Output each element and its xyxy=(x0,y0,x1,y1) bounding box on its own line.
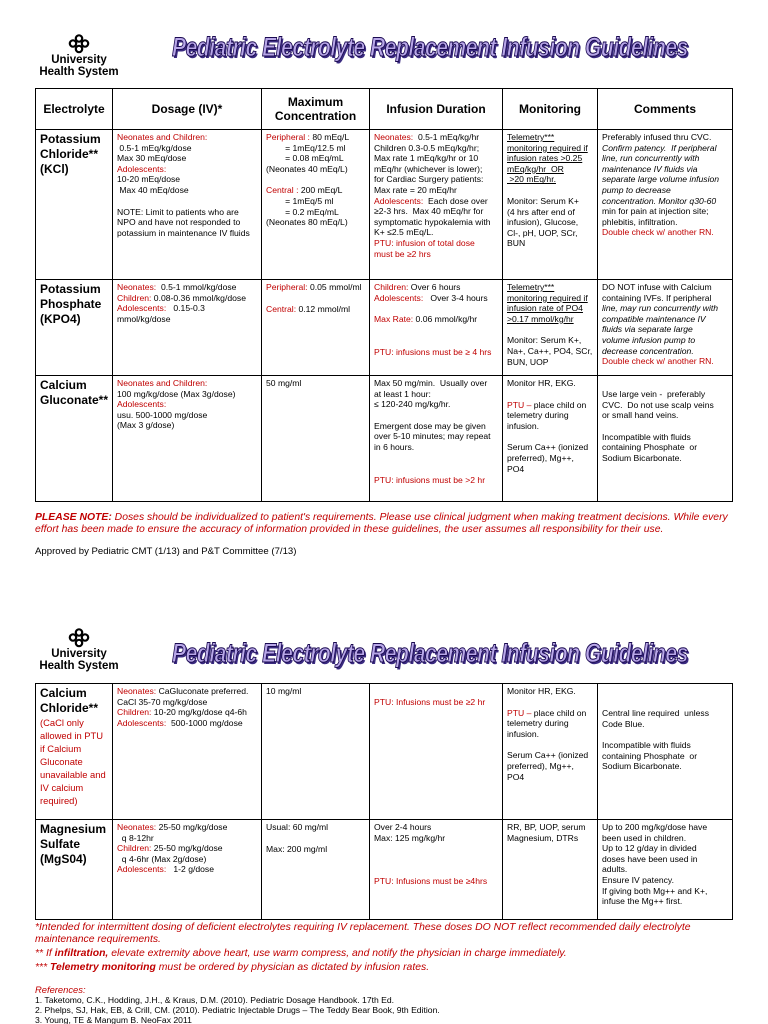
cell-line: usu. 500-1000 mg/dose xyxy=(117,409,208,420)
cell-line: Neonates and Children: xyxy=(117,132,208,142)
text-line: 1. Taketomo, C.K., Hodding, J.H., & Kraus, D.M. (2010). Pediatric Dosage Handbook. 17th Ed. xyxy=(35,995,395,1005)
col-header-comments: Comments xyxy=(598,89,733,130)
cell-line-value: 0.5-1 mmol/kg/dose xyxy=(156,282,237,292)
electrolyte-name: Calcium xyxy=(40,378,87,392)
cell-line: Preferably infused thru CVC. xyxy=(602,132,712,142)
cell-line-label: Neonates: xyxy=(117,282,157,292)
cell-line: (Max 3 g/dose) xyxy=(117,420,175,431)
dosage-cell xyxy=(113,280,262,376)
table-row-calcium-gluconate xyxy=(36,376,733,502)
cell-line-value: 0.06 mmol/kg/hr xyxy=(413,314,478,325)
cell-line: Incompatible with fluids xyxy=(602,740,691,751)
cell-line xyxy=(602,686,728,697)
cell-line: ≤ 120-240 mg/kg/hr. xyxy=(374,399,451,410)
monitoring-cell xyxy=(503,280,598,376)
cell-line: Central line required unless xyxy=(602,708,710,718)
cell-line: Serum Ca++ (ionized xyxy=(507,442,589,453)
cell-line xyxy=(507,431,593,442)
page-title: Pediatric Electrolyte Replacement Infusion Guidelines xyxy=(172,638,688,668)
cell-line: K+ ≤2.5 mEq/L. xyxy=(374,227,434,238)
electrolyte-formula: (KPO4) xyxy=(40,312,81,326)
university-health-system-logo-icon xyxy=(68,34,90,54)
cell-line xyxy=(507,739,593,750)
cell-line: 10-20 mEq/dose xyxy=(117,174,181,185)
cell-line: = 0.08 mEq/mL xyxy=(266,153,344,164)
cell-line: infusion. xyxy=(507,728,540,739)
org-name: University Health System xyxy=(39,648,119,672)
monitoring-cell xyxy=(503,820,598,920)
cell-line-value: 1-2 g/dose xyxy=(166,864,214,875)
cell-line: = 1mEq/12.5 ml xyxy=(266,142,346,153)
cell-line: Confirm patency. If peripheral xyxy=(602,142,717,153)
cell-line: at least 1 hour: xyxy=(374,388,431,399)
please-note-text: Doses should be individualized to patient's requirements. Please use clinical judgment when making treatment decisions. While every effort has been made to ensure the accuracy of information provided in these guidelines, the user assumes all responsibility for their use. xyxy=(35,512,728,535)
text-line: IV calcium xyxy=(40,782,84,793)
cell-line: concentration. Monitor q30-60 xyxy=(602,195,717,206)
col-header-electrolyte: Electrolyte xyxy=(36,89,113,130)
table-row-kcl xyxy=(36,130,733,280)
electrolyte-formula: (MgS04) xyxy=(40,852,87,866)
cell-line xyxy=(507,324,593,335)
cell-line: compatible maintenance IV xyxy=(602,313,706,324)
cell-line-value: Each dose over xyxy=(423,195,488,206)
cell-line: Adolescents: xyxy=(117,399,167,410)
cell-line-label: Adolescents: xyxy=(117,303,167,314)
cell-line: 10 mg/ml xyxy=(266,686,302,696)
cell-line: PTU: Infusions must be ≥4hrs xyxy=(374,876,488,887)
comments-cell xyxy=(598,376,733,502)
cell-line: Sodium Bicarbonate. xyxy=(602,452,682,463)
comments-cell xyxy=(598,280,733,376)
concentration-cell xyxy=(262,280,370,376)
cell-line-value: 0.08-0.36 mmol/kg/dose xyxy=(151,292,246,303)
electrolyte-name: Potassium xyxy=(40,132,101,146)
footnote-emphasis: infiltration, xyxy=(54,948,109,959)
comments-cell xyxy=(598,130,733,280)
cell-line: mEq/kg/hr OR xyxy=(507,163,564,174)
table-row-kpo4 xyxy=(36,280,733,376)
cell-line: Max 50 mg/min. Usually over xyxy=(374,378,488,388)
cell-line: >0.17 mmol/kg/hr xyxy=(507,313,574,324)
text-line: Gluconate xyxy=(40,756,83,767)
cell-line: PTU: Infusions must be ≥2 hr xyxy=(374,697,486,707)
cell-line: NOTE: Limit to patients who are xyxy=(117,206,239,217)
cell-line-value: 80 mEq/L xyxy=(309,132,350,142)
cell-line xyxy=(374,464,498,475)
cell-line: Up to 200 mg/kg/dose have xyxy=(602,822,708,832)
cell-line: Up to 12 g/day in divided xyxy=(602,843,697,854)
cell-line xyxy=(374,293,498,304)
electrolyte-name: Potassium xyxy=(40,282,101,296)
cell-line xyxy=(507,185,593,196)
cell-line-label: Adolescents: xyxy=(117,717,167,728)
cell-line xyxy=(117,864,257,875)
footnote-intended: *Intended for intermittent dosing of deficient electrolytes requiring IV replacement. These doses DO NOT reflect recommended daily electrolyte maintenance requirements. xyxy=(35,922,691,945)
duration-cell xyxy=(370,820,503,920)
electrolyte-name: Phosphate xyxy=(40,297,102,311)
cell-line: decrease concentration. xyxy=(602,345,694,356)
cell-line-value: Over 3-4 hours xyxy=(423,292,488,303)
monitoring-cell xyxy=(503,130,598,280)
page-title: Pediatric Electrolyte Replacement Infusion Guidelines xyxy=(172,32,688,62)
cell-line: PO4 xyxy=(507,463,525,474)
cell-line: 100 mg/kg/dose (Max 3g/dose) xyxy=(117,388,236,399)
cell-line: Magnesium, DTRs xyxy=(507,832,579,843)
references-list xyxy=(35,995,735,1024)
cell-line-label: Children: xyxy=(117,843,152,854)
cell-line: q 8-12hr xyxy=(117,832,154,843)
cell-line: infusion rates >0.25 xyxy=(507,153,583,164)
cell-line xyxy=(117,718,257,729)
cell-line xyxy=(266,282,365,293)
cell-line-value: 25-50 mg/kg/dose xyxy=(151,843,223,854)
cell-line: line, may run concurrently with xyxy=(602,303,719,314)
monitoring-cell xyxy=(503,684,598,820)
cell-line xyxy=(374,325,498,336)
text-line: required) xyxy=(40,795,78,806)
cell-line: fluids via separate large xyxy=(602,324,693,335)
footnote-text: *** xyxy=(35,962,51,973)
cell-line xyxy=(374,453,498,464)
cell-line-value: Over 6 hours xyxy=(408,282,461,292)
cell-line: RR, BP, UOP, serum xyxy=(507,822,586,832)
cell-line: phlebitis, infiltration. xyxy=(602,216,678,227)
org-name: University Health System xyxy=(39,54,119,78)
cell-line xyxy=(374,196,498,207)
dosage-cell xyxy=(113,684,262,820)
cell-line: Over 2-4 hours xyxy=(374,822,432,832)
cell-line: doses have been used in xyxy=(602,853,698,864)
cell-line: Use large vein - preferably xyxy=(602,389,706,399)
monitoring-cell xyxy=(503,376,598,502)
org-logo xyxy=(34,628,124,672)
cell-line-label: Adolescents: xyxy=(117,864,167,875)
dosage-cell xyxy=(113,376,262,502)
cell-line-label: Central : xyxy=(266,185,299,196)
cell-line: symptomatic hypokalemia with xyxy=(374,216,491,227)
cell-line: Children 0.3-0.5 mEq/kg/hr; xyxy=(374,142,480,153)
cell-line: volume infusion pump to xyxy=(602,334,696,345)
text-line: unavailable and xyxy=(40,769,106,780)
concentration-cell xyxy=(262,684,370,820)
electrolyte-name: Gluconate** xyxy=(40,393,109,407)
cell-line xyxy=(507,400,593,411)
cell-line: min for pain at injection site; xyxy=(602,206,709,217)
cell-line: adults. xyxy=(602,864,628,875)
cell-line xyxy=(507,389,593,400)
cell-line: preferred), Mg++, xyxy=(507,760,574,771)
cell-line xyxy=(117,707,257,718)
cell-line xyxy=(266,185,365,196)
cell-line: 0.5-1 mEq/kg/dose xyxy=(117,142,192,153)
cell-line: PTU: infusion of total dose xyxy=(374,237,475,248)
cell-line-label: Adolescents: xyxy=(374,195,424,206)
text-line: 2. Phelps, SJ, Hak, EB, & Crill, CM. (2010). Pediatric Injectable Drugs – The Teddy Bear Book, 9th Edition. xyxy=(35,1005,440,1015)
electrolyte-cell xyxy=(36,684,113,820)
cell-line: Neonates and Children: xyxy=(117,378,208,388)
cell-line: separate large volume infusion xyxy=(602,174,720,185)
footnote-emphasis: Telemetry monitoring xyxy=(50,962,156,973)
cell-line: Telemetry*** xyxy=(507,132,555,142)
cell-line-value: CaGluconate preferred. xyxy=(156,686,249,696)
electrolyte-cell xyxy=(36,376,113,502)
cell-line xyxy=(602,697,728,708)
cell-line: = 0.2 mEq/mL xyxy=(266,206,339,217)
cell-line-label: Peripheral: xyxy=(266,282,308,292)
cell-line xyxy=(117,686,257,697)
cell-line: 50 mg/ml xyxy=(266,378,302,388)
table-header-row xyxy=(36,89,733,130)
cell-line xyxy=(374,410,498,421)
col-header-dosage: Dosage (IV)* xyxy=(113,89,262,130)
cell-line: monitoring required if xyxy=(507,142,588,153)
cell-line: q 4-6hr (Max 2g/dose) xyxy=(117,853,207,864)
footnote-text: must be ordered by physician as dictated by infusion rates. xyxy=(155,962,430,973)
cell-line: (Neonates 40 mEq/L) xyxy=(266,163,348,174)
cell-line xyxy=(117,293,257,304)
cell-line-label: Children: xyxy=(374,282,409,292)
cell-line-label: Peripheral : xyxy=(266,132,310,142)
col-header-monitoring: Monitoring xyxy=(503,89,598,130)
footnote-text: ** If xyxy=(35,948,55,959)
electrolyte-name: Calcium xyxy=(40,686,87,700)
comments-cell xyxy=(598,820,733,920)
cell-line xyxy=(117,303,257,314)
cell-line-label: Neonates: xyxy=(117,686,157,696)
cell-line-label: Central: xyxy=(266,303,297,314)
cell-line: Usual: 60 mg/ml xyxy=(266,822,329,832)
cell-line: Telemetry*** xyxy=(507,282,555,292)
table-row-magnesium-sulfate xyxy=(36,820,733,920)
cell-line: maintenance IV fluids via xyxy=(602,163,698,174)
cell-line: Max: 200 mg/ml xyxy=(266,843,328,854)
cell-line xyxy=(374,132,498,143)
cell-line: (4 hrs after end of xyxy=(507,206,575,217)
concentration-cell xyxy=(262,820,370,920)
cell-line xyxy=(374,843,498,854)
cell-line: infusion rate of PO4 xyxy=(507,303,583,314)
duration-cell xyxy=(370,280,503,376)
cell-line: mmol/kg/dose xyxy=(117,313,171,324)
guidelines-table-page1 xyxy=(35,88,733,502)
cell-line: must be ≥2 hrs xyxy=(374,248,431,259)
cell-line xyxy=(374,854,498,865)
cell-line: If giving both Mg++ and K+, xyxy=(602,885,708,896)
cell-line xyxy=(117,196,257,207)
cell-line: Max rate = 20 mEq/hr xyxy=(374,184,457,195)
cell-line-value: 0.12 mmol/ml xyxy=(296,303,351,314)
comments-cell xyxy=(598,684,733,820)
cell-line: been used in children. xyxy=(602,832,687,843)
cell-line-label: PTU – xyxy=(507,399,532,410)
cell-line: Emergent dose may be given xyxy=(374,420,486,431)
cell-line: containing Phosphate or xyxy=(602,750,698,761)
cell-line xyxy=(374,282,498,293)
duration-cell xyxy=(370,130,503,280)
cell-line: Monitor HR, EKG. xyxy=(507,378,576,388)
cell-line-label: Max Rate: xyxy=(374,314,414,325)
cell-line-value: 0.05 mmol/ml xyxy=(307,282,362,292)
cell-line: NPO and have not responded to xyxy=(117,217,241,228)
cell-line-label: Children: xyxy=(117,707,152,718)
cell-line-value: place child on xyxy=(531,707,587,718)
cell-line: Ensure IV patency. xyxy=(602,874,674,885)
cell-line-value: 500-1000 mg/dose xyxy=(166,717,243,728)
cell-line xyxy=(374,336,498,347)
cell-line: PTU: infusions must be ≥ 4 hrs xyxy=(374,346,492,357)
cell-line: telemetry during xyxy=(507,410,569,421)
cell-line: Cl-, pH, UOP, SCr, xyxy=(507,227,578,238)
cell-line: for Cardiac Surgery patients: xyxy=(374,174,484,185)
cell-line-label: Children: xyxy=(117,292,152,303)
text-line: allowed in PTU xyxy=(40,730,104,741)
references-title: References: xyxy=(35,984,86,995)
cell-line: >20 mEq/hr. xyxy=(507,174,556,185)
cell-line xyxy=(374,314,498,325)
cell-line xyxy=(266,293,365,304)
cell-line: PO4 xyxy=(507,771,525,782)
cell-line: preferred), Mg++, xyxy=(507,452,574,463)
electrolyte-cell xyxy=(36,130,113,280)
cell-line xyxy=(266,304,365,315)
electrolyte-name: Magnesium xyxy=(40,822,107,836)
cell-line: Max: 125 mg/kg/hr xyxy=(374,832,446,843)
footnote-text: elevate extremity above heart, use warm compress, and notify the physician in charge immediately. xyxy=(108,948,567,959)
footnote-infiltration xyxy=(35,948,735,960)
cell-line: infusion), Glucose, xyxy=(507,217,579,228)
concentration-cell xyxy=(262,130,370,280)
electrolyte-cell xyxy=(36,820,113,920)
electrolyte-name: Chloride** xyxy=(40,147,99,161)
dosage-cell xyxy=(113,820,262,920)
cell-line: Incompatible with fluids xyxy=(602,431,691,442)
cell-line: Max 40 mEq/dose xyxy=(117,184,189,195)
university-health-system-logo-icon xyxy=(68,628,90,648)
cell-line-label: Neonates: xyxy=(117,822,157,832)
cell-line xyxy=(507,697,593,708)
cell-line: PTU: infusions must be >2 hr xyxy=(374,474,486,485)
cell-line: DO NOT infuse with Calcium xyxy=(602,282,712,292)
cell-line: infuse the Mg++ first. xyxy=(602,896,683,907)
text-line: (CaCl only xyxy=(40,717,84,728)
cell-line xyxy=(117,843,257,854)
cell-line: infusion. xyxy=(507,420,540,431)
text-line: if Calcium xyxy=(40,743,82,754)
cell-line: (Neonates 80 mEq/L) xyxy=(266,217,348,228)
cell-line-value: 10-20 mg/kg/dose q4-6h xyxy=(151,707,247,718)
cell-line: CVC. Do not use scalp veins xyxy=(602,399,714,410)
cell-line: ≥2-3 hrs. Max 40 mEq/hr for xyxy=(374,206,484,217)
cell-line-value: 200 mEq/L xyxy=(298,185,343,196)
cell-line xyxy=(602,729,728,740)
cell-line-value: 0.5-1 mEq/kg/hr xyxy=(413,132,480,142)
cell-line: Double check w/ another RN. xyxy=(602,356,714,367)
cell-line: Monitor HR, EKG. xyxy=(507,686,576,696)
cell-line: or small hand veins. xyxy=(602,410,679,421)
cell-line: line, run concurrently with xyxy=(602,153,700,164)
cell-line: Serum Ca++ (ionized xyxy=(507,750,589,761)
cell-line: telemetry during xyxy=(507,718,569,729)
cell-line: pump to decrease xyxy=(602,184,671,195)
col-header-max-concentration: Maximum Concentration xyxy=(262,89,370,130)
cell-line: Adolescents: xyxy=(117,163,167,174)
cell-line: monitoring required if xyxy=(507,292,588,303)
cell-line: in 6 hours. xyxy=(374,441,415,452)
footnote-telemetry xyxy=(35,962,735,974)
cell-line xyxy=(374,865,498,876)
cell-line: Double check w/ another RN. xyxy=(602,227,714,238)
electrolyte-name: Chloride** xyxy=(40,701,99,715)
cell-line: CaCl 35-70 mg/kg/dose xyxy=(117,696,208,707)
cell-line xyxy=(374,303,498,314)
electrolyte-formula: (KCl) xyxy=(40,162,69,176)
cell-line xyxy=(374,686,498,697)
cell-line-label: Neonates: xyxy=(374,132,414,142)
approval-line: Approved by Pediatric CMT (1/13) and P&T Committee (7/13) xyxy=(35,546,297,557)
cell-line: Code Blue. xyxy=(602,718,645,729)
dosage-cell xyxy=(113,130,262,280)
cell-line xyxy=(117,822,257,833)
cell-line xyxy=(266,833,365,844)
cacl-note xyxy=(40,716,108,807)
table-row-calcium-chloride xyxy=(36,684,733,820)
org-logo xyxy=(34,34,124,78)
cell-line: = 1mEq/5 ml xyxy=(266,195,334,206)
cell-line: BUN, UOP xyxy=(507,356,549,367)
cell-line: over 5-10 minutes; may repeat xyxy=(374,431,491,442)
electrolyte-cell xyxy=(36,280,113,376)
cell-line xyxy=(266,132,365,143)
text-line: 3. Young, TE & Mangum B. NeoFax 2011 xyxy=(35,1015,192,1024)
cell-line xyxy=(602,378,728,389)
cell-line xyxy=(507,708,593,719)
cell-line: Na+, Ca++, PO4, SCr, xyxy=(507,345,593,356)
cell-line: Max rate 1 mEq/kg/hr or 10 xyxy=(374,153,479,164)
cell-line: containing IVFs. If peripheral xyxy=(602,292,712,303)
cell-line: Monitor: Serum K+, xyxy=(507,335,582,346)
electrolyte-name: Sulfate xyxy=(40,837,81,851)
cell-line: Max 30 mEq/dose xyxy=(117,153,187,164)
cell-line: containing Phosphate or xyxy=(602,442,698,453)
duration-cell xyxy=(370,684,503,820)
cell-line: Sodium Bicarbonate. xyxy=(602,761,682,772)
please-note-label: PLEASE NOTE: xyxy=(35,512,112,523)
duration-cell xyxy=(370,376,503,502)
cell-line: potassium in maintenance IV fluids xyxy=(117,227,250,238)
cell-line: mEq/hr (whichever is lower); xyxy=(374,163,483,174)
cell-line xyxy=(117,282,257,293)
concentration-cell xyxy=(262,376,370,502)
cell-line-value: place child on xyxy=(531,399,587,410)
cell-line: BUN xyxy=(507,238,526,249)
cell-line-label: PTU – xyxy=(507,707,532,718)
guidelines-table-page2 xyxy=(35,683,733,920)
cell-line xyxy=(266,174,365,185)
please-note xyxy=(35,512,735,536)
cell-line-value: 0.15-0.3 xyxy=(166,303,205,314)
cell-line-value: 25-50 mg/kg/dose xyxy=(156,822,228,832)
cell-line-label: Adolescents: xyxy=(374,292,424,303)
col-header-infusion-duration: Infusion Duration xyxy=(370,89,503,130)
cell-line: Monitor: Serum K+ xyxy=(507,195,579,206)
cell-line xyxy=(602,421,728,432)
